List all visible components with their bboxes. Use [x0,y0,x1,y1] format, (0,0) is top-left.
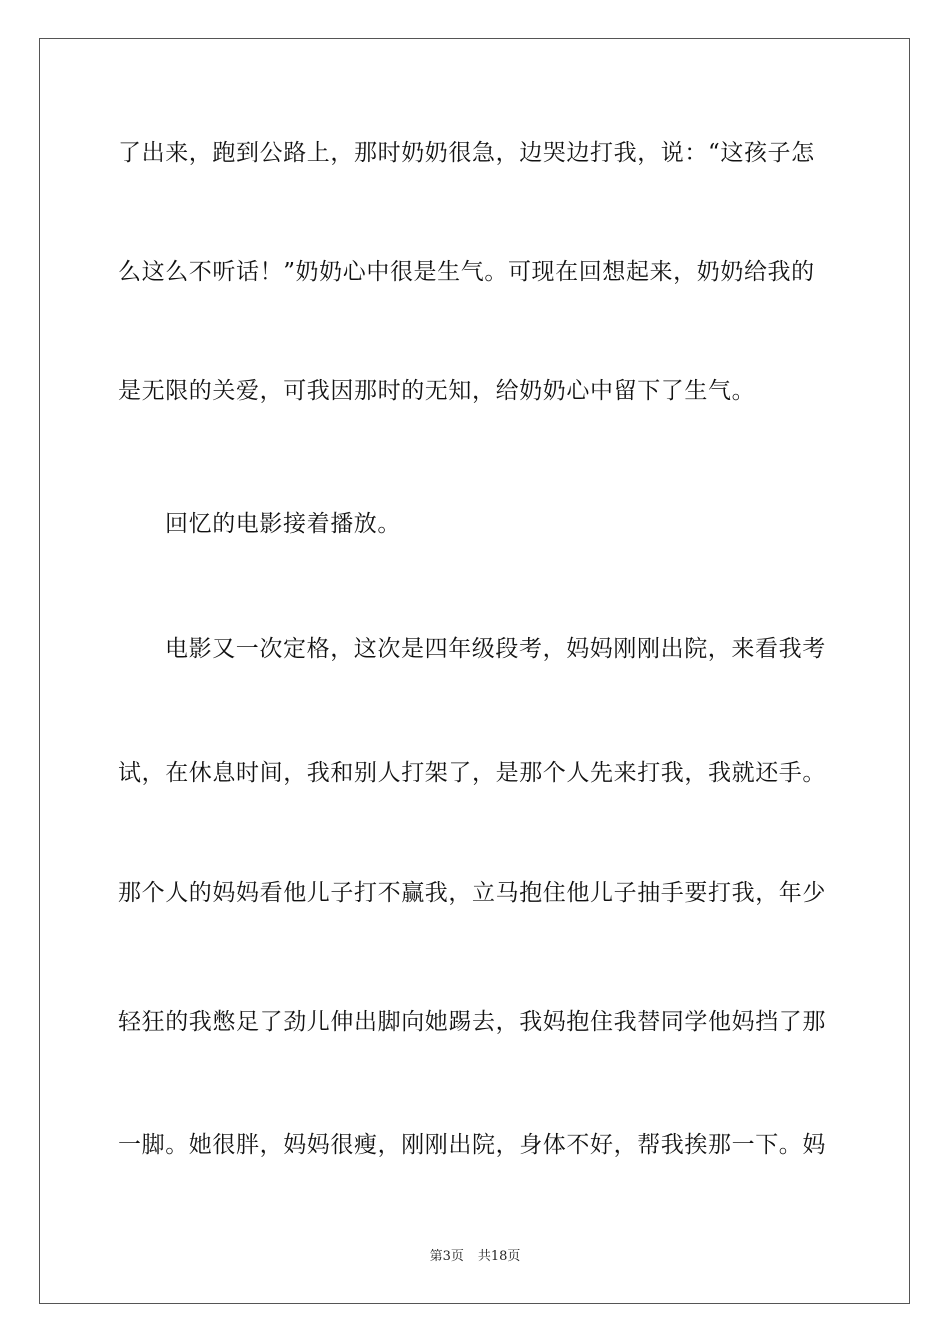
page-total: 共18页 [477,1249,521,1264]
text-line-9: 一脚。她很胖，妈妈很瘦，刚刚出院，身体不好，帮我挨那一下。妈 [118,1132,826,1158]
paragraph-heading-line: 回忆的电影接着播放。 [165,511,401,537]
text-line-6: 试，在休息时间，我和别人打架了，是那个人先来打我，我就还手。 [118,760,826,786]
text-line-8: 轻狂的我憋足了劲儿伸出脚向她踢去，我妈抱住我替同学他妈挡了那 [118,1009,826,1035]
text-line-2: 么这么不听话！”奶奶心中很是生气。可现在回想起来，奶奶给我的 [118,259,815,285]
page-border [39,38,910,1304]
text-line-5: 电影又一次定格，这次是四年级段考，妈妈刚刚出院，来看我考 [165,636,826,662]
text-line-7: 那个人的妈妈看他儿子打不赢我，立马抱住他儿子抽手要打我，年少 [118,880,826,906]
text-line-1: 了出来，跑到公路上，那时奶奶很急，边哭边打我，说：“这孩子怎 [118,140,815,166]
page-footer [0,1248,950,1266]
text-line-3: 是无限的关爱，可我因那时的无知，给奶奶心中留下了生气。 [118,378,756,404]
page-number: 第3页 [429,1249,464,1264]
